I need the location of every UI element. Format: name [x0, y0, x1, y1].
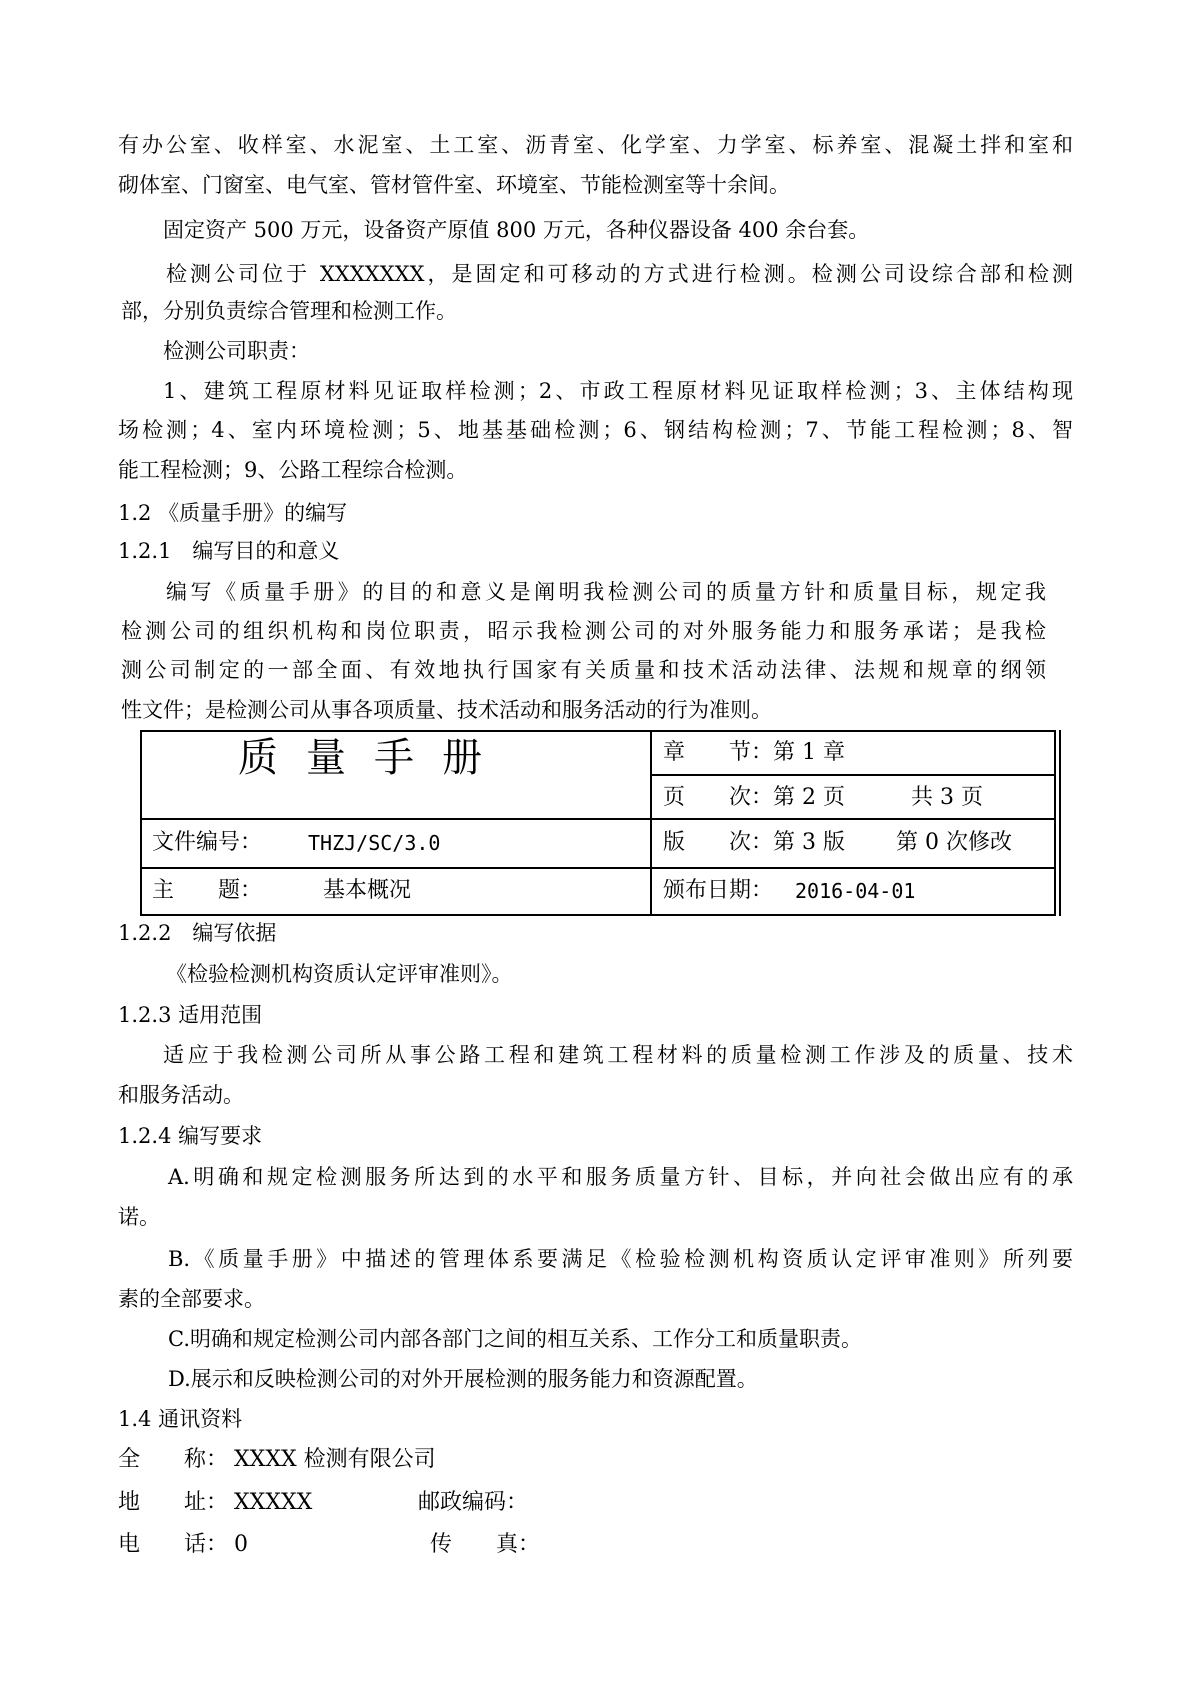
table-double-border [1059, 730, 1061, 916]
duties-line-2: 场检测；4、室内环境检测；5、地基基础检测；6、钢结构检测；7、节能工程检测；8、智 [118, 418, 1073, 442]
section-heading-1-2-3: 1.2.3 适用范围 [118, 1003, 263, 1027]
purpose-line-2: 检测公司的组织机构和岗位职责，昭示我检测公司的对外服务能力和服务承诺；是我检 [121, 619, 1046, 643]
contact-address-label: 地 址： [118, 1490, 229, 1515]
scope-line-1: 适应于我检测公司所从事公路工程和建筑工程材料的质量检测工作涉及的质量、技术 [163, 1043, 1073, 1067]
location-line-2: 部，分别负责综合管理和检测工作。 [121, 299, 457, 323]
contact-phone-label: 电 话： [118, 1532, 229, 1557]
intro-line-1: 有办公室、收样室、水泥室、土工室、沥青室、化学室、力学室、标养室、混凝土拌和室和 [118, 133, 1073, 157]
table-row-divider [140, 867, 1056, 869]
requirement-a-line-1: A.明确和规定检测服务所达到的水平和服务质量方针、目标，并向社会做出应有的承 [168, 1165, 1073, 1189]
purpose-line-3: 测公司制定的一部全面、有效地执行国家有关质量和技术活动法律、法规和规章的纲领 [121, 658, 1046, 682]
section-heading-1-2-4: 1.2.4 编写要求 [118, 1124, 263, 1148]
contact-fax-label: 传 真： [430, 1532, 541, 1557]
duties-title: 检测公司职责： [163, 339, 310, 363]
contact-address-value: XXXXX [234, 1490, 313, 1515]
file-number-label: 文件编号： [152, 830, 263, 855]
assets-paragraph: 固定资产 500 万元，设备资产原值 800 万元，各种仪器设备 400 余台套。 [163, 218, 870, 242]
contact-name-value: XXXX 检测有限公司 [234, 1447, 436, 1472]
purpose-line-1: 编写《质量手册》的目的和意义是阐明我检测公司的质量方针和质量目标，规定我 [166, 580, 1046, 604]
contact-name-label: 全 称： [118, 1447, 229, 1472]
file-number-value: THZJ/SC/3.0 [308, 831, 441, 855]
requirement-a-line-2: 诺。 [118, 1205, 160, 1229]
purpose-line-4: 性文件；是检测公司从事各项质量、技术活动和服务活动的行为准则。 [121, 698, 772, 722]
version-field: 版 次：第 3 版 第 0 次修改 [663, 830, 1012, 855]
contact-postcode-label: 邮政编码： [418, 1490, 529, 1515]
location-line-1: 检测公司位于 XXXXXXX，是固定和可移动的方式进行检测。检测公司设综合部和检测 [166, 262, 1073, 286]
manual-title: 质量手册 [238, 735, 510, 781]
intro-line-2: 砌体室、门窗室、电气室、管材管件室、环境室、节能检测室等十余间。 [118, 173, 790, 197]
subject-label: 主 题： [152, 878, 263, 903]
table-column-divider [650, 730, 652, 916]
scope-line-2: 和服务活动。 [118, 1083, 244, 1107]
requirement-b-line-1: B.《质量手册》中描述的管理体系要满足《检验检测机构资质认定评审准则》所列要 [168, 1247, 1073, 1271]
table-row-divider [650, 774, 1056, 776]
issue-date-label: 颁布日期： [663, 878, 774, 903]
basis-paragraph: 《检验检测机构资质认定评审准则》。 [166, 962, 513, 986]
duties-line-3: 能工程检测；9、公路工程综合检测。 [118, 458, 468, 482]
page-field: 页 次：第 2 页 共 3 页 [663, 785, 983, 810]
section-heading-1-2-2: 1.2.2 编写依据 [118, 921, 277, 945]
section-heading-1-2: 1.2 《质量手册》的编写 [118, 501, 348, 525]
duties-line-1: 1、建筑工程原材料见证取样检测；2、市政工程原材料见证取样检测；3、主体结构现 [163, 379, 1073, 403]
requirement-d: D.展示和反映检测公司的对外开展检测的服务能力和资源配置。 [168, 1367, 758, 1391]
chapter-field: 章 节：第 1 章 [663, 740, 845, 765]
requirement-b-line-2: 素的全部要求。 [118, 1287, 265, 1311]
section-heading-1-2-1: 1.2.1 编写目的和意义 [118, 539, 340, 563]
subject-value: 基本概况 [323, 878, 412, 903]
contact-phone-value: 0 [234, 1532, 248, 1557]
issue-date-value: 2016-04-01 [795, 879, 916, 903]
requirement-c: C.明确和规定检测公司内部各部门之间的相互关系、工作分工和质量职责。 [168, 1327, 862, 1351]
table-row-divider [140, 818, 1056, 820]
section-heading-1-4: 1.4 通讯资料 [118, 1407, 243, 1431]
